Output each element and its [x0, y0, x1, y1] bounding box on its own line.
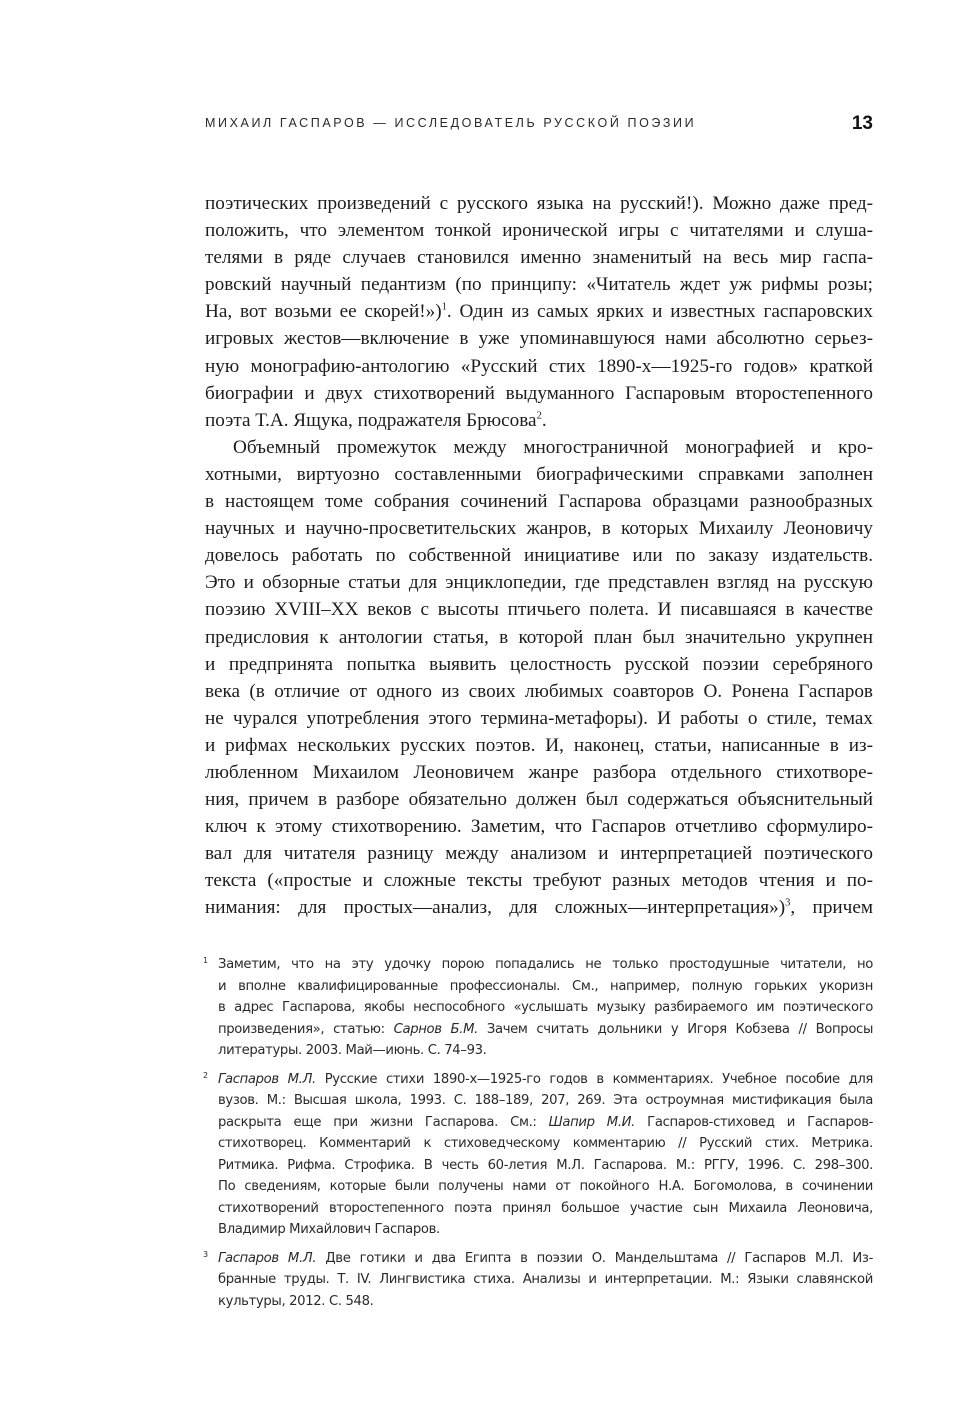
body-text	[205, 190, 873, 922]
footnote-ref[interactable]: 1	[441, 301, 447, 313]
paragraph	[205, 190, 873, 434]
text-segment: , причем	[790, 897, 873, 919]
footnote-1	[203, 954, 873, 1062]
text-segment: нимания: для простых—анализ, для сложных—интерпретация»)	[205, 897, 786, 919]
author-name: Гаспаров М.Л.	[218, 1071, 316, 1087]
text-segment: На, вот возьми ее скорей!»)	[205, 301, 442, 323]
footnote-line: литературы. 2003. Май—июнь. С. 74–93.	[218, 1043, 487, 1058]
footnote-line	[218, 1019, 873, 1041]
text-segment: .	[541, 409, 547, 431]
footnote-number: 2	[203, 1070, 209, 1080]
footnote-number: 1	[203, 956, 209, 965]
footnote-3	[203, 1248, 873, 1313]
footnote-line: стихотворений второстепенного поэта принял большое участие сын Михаила Леоновича,	[218, 1200, 873, 1216]
footnote-2	[203, 1069, 873, 1241]
footnotes	[203, 954, 873, 1319]
running-title: МИХАИЛ ГАСПАРОВ — ИССЛЕДОВАТЕЛЬ РУССКОЙ ПОЭЗИИ	[205, 116, 697, 130]
text-line: поэтических произведений с русского языка на русский!). Можно даже пред-	[205, 193, 873, 214]
author-name: Гаспаров М.Л.	[218, 1250, 317, 1266]
author-name: Шапир М.И.	[548, 1114, 636, 1130]
text-line: хотными, виртуозно составленными биографическими справками заполнен	[205, 463, 873, 485]
footnote-line: бранные труды. Т. IV. Лингвистика стиха. Анализы и интерпретации. М.: Языки славянской	[218, 1272, 873, 1287]
footnote-line: и вполне квалифицированные профессионалы. См., например, полную горьких укоризн	[218, 978, 873, 994]
text-segment: поэта Т.А. Ящука, подражателя Брюсова	[205, 409, 537, 431]
text-line: довелось работать по собственной инициативе или по заказу издательств.	[205, 545, 873, 567]
text-segment: произведения», статью:	[218, 1021, 385, 1037]
text-segment: Гаспаров-стиховед и Гаспаров-	[647, 1114, 874, 1130]
text-line: и рифмах нескольких русских поэтов. И, наконец, статьи, написанные в из-	[205, 734, 873, 756]
text-line: текста («простые и сложные тексты требуют разных методов чтения и по-	[205, 870, 873, 892]
text-line: ную монографию-антологию «Русский стих 1890-х—1925-го годов» краткой	[205, 355, 873, 377]
text-line: и предпринята попытка выявить целостность русской поэзии серебряного	[205, 653, 873, 675]
footnote-number: 3	[203, 1249, 209, 1259]
text-line: поэзию XVIII–XX веков с высоты птичьего полета. И писавшаяся в качестве	[205, 599, 873, 621]
footnote-line: Владимир Михайлович Гаспаров.	[218, 1222, 440, 1237]
author-name: Сарнов Б.М.	[393, 1021, 478, 1037]
page-number: 13	[851, 113, 873, 134]
text-segment: раскрыта еще при жизни Гаспарова. См.:	[218, 1114, 537, 1130]
text-line: ровский научный педантизм (по принципу: «Читатель ждет уж рифмы розы;	[205, 274, 873, 296]
text-line	[205, 298, 873, 325]
text-line: ключ к этому стихотворению. Заметим, что Гаспаров отчетливо сформулиро-	[205, 816, 873, 838]
text-segment: . Один из самых ярких и известных гаспаровских	[446, 301, 873, 323]
text-line: Объемный промежуток между многостраничной монографией и кро-	[233, 436, 873, 458]
text-line: не чурался употребления этого термина-метафоры). И работы о стиле, темах	[205, 707, 873, 729]
footnote-line: По сведениям, которые были получены нами от покойного Н.А. Богомолова, в сочинении	[218, 1179, 873, 1194]
footnote-line: Заметим, что на эту удочку порою попадались не только простодушные читатели, но	[218, 957, 873, 972]
footnote-line: вузов. М.: Высшая школа, 1993. С. 188–189, 207, 269. Эта остроумная мистификация была	[218, 1093, 873, 1108]
footnote-line: стихотворец. Комментарий к стиховедческому комментарию // Русский стих. Метрика.	[218, 1136, 873, 1151]
paragraph	[205, 434, 873, 922]
running-head	[205, 113, 873, 137]
text-line: научных и научно-просветительских жанров, в которых Михаилу Леоновичу	[205, 518, 873, 540]
text-line: игровых жестов—включение в уже упоминавшуюся нами абсолютно серьез-	[205, 328, 873, 350]
text-line: телями в ряде случаев становился именно знаменитый на весь мир гаспа-	[205, 247, 873, 269]
footnote-ref[interactable]: 3	[785, 898, 791, 910]
text-segment: Две готики и два Египта в поэзии О. Мандельштама // Гаспаров М.Л. Из-	[325, 1250, 873, 1266]
text-line: в настоящем томе собрания сочинений Гаспарова образцами разнообразных	[205, 491, 873, 513]
text-segment: Зачем считать дольники у Игоря Кобзева // Вопросы	[486, 1021, 874, 1037]
text-line	[205, 407, 873, 434]
footnote-line	[218, 1112, 873, 1134]
text-segment: Русские стихи 1890-х—1925-го годов в комментариях. Учебное пособие для	[324, 1071, 873, 1087]
text-line: предисловия к антологии статья, в которой план был значительно укрупнен	[205, 626, 873, 648]
text-line: вал для читателя разницу между анализом и интерпретацией поэтического	[205, 843, 873, 865]
text-line: Это и обзорные статьи для энциклопедии, где представлен взгляд на русскую	[205, 572, 873, 594]
footnote-line: культуры, 2012. С. 548.	[218, 1293, 374, 1309]
text-line: ния, причем в разборе обязательно должен был содержаться объяснительный	[205, 789, 873, 811]
text-line: любленном Михаилом Леоновичем жанре разбора отдельного стихотворе-	[205, 761, 873, 783]
text-line: биографии и двух стихотворений выдуманного Гаспаровым второстепенного	[205, 382, 873, 404]
footnote-ref[interactable]: 2	[536, 410, 542, 422]
footnote-line	[218, 1069, 873, 1091]
footnote-line	[218, 1248, 873, 1270]
footnote-line: Ритмика. Рифма. Строфика. В честь 60-летия М.Л. Гаспарова. М.: РГГУ, 1996. С. 298–300.	[218, 1157, 873, 1173]
footnote-line: в адрес Гаспарова, якобы неспособного «услышать музыку разбираемого им поэтического	[218, 1000, 873, 1015]
text-line	[205, 894, 873, 921]
text-line: века (в отличие от одного из своих любимых соавторов О. Ронена Гаспаров	[205, 680, 873, 702]
text-line: положить, что элементом тонкой иронической игры с читателями и слуша-	[205, 220, 873, 242]
